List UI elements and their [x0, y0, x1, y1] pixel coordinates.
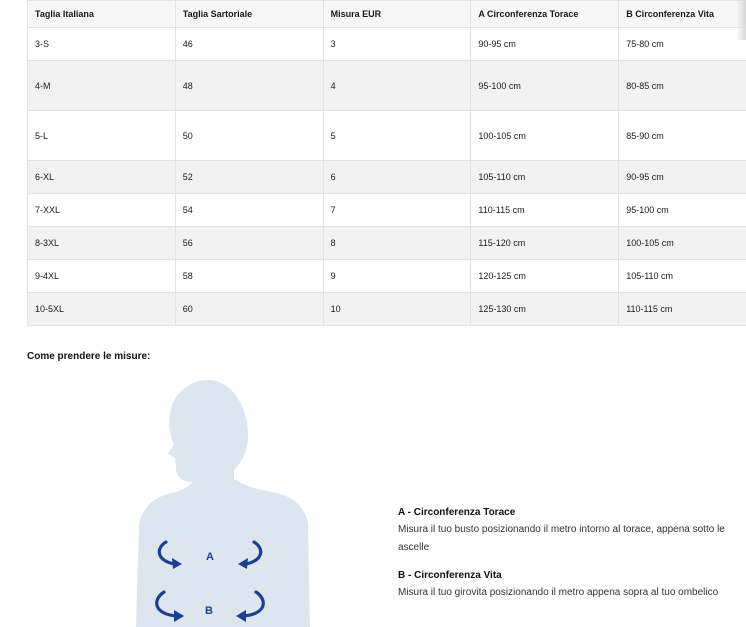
header-taglia-italiana: Taglia Italiana — [28, 1, 176, 28]
header-circonferenza-vita: B Circonferenza Vita — [619, 1, 746, 28]
cell-circonferenza-torace: 95-100 cm — [471, 61, 619, 111]
cell-taglia-italiana: 8-3XL — [28, 227, 176, 260]
header-taglia-sartoriale: Taglia Sartoriale — [175, 1, 323, 28]
cell-taglia-italiana: 5-L — [28, 111, 176, 161]
cell-taglia-sartoriale: 60 — [175, 293, 323, 326]
table-header-row — [28, 1, 746, 28]
cell-taglia-sartoriale: 54 — [175, 194, 323, 227]
cell-misura-eur: 7 — [323, 194, 471, 227]
measure-a-title: A - Circonferenza Torace — [398, 507, 516, 518]
cell-circonferenza-vita: 110-115 cm — [619, 293, 746, 326]
cell-misura-eur: 3 — [323, 28, 471, 61]
table-row — [28, 28, 746, 61]
table-row — [28, 293, 746, 326]
table-row — [28, 61, 746, 111]
cell-circonferenza-torace: 115-120 cm — [471, 227, 619, 260]
cell-circonferenza-torace: 105-110 cm — [471, 161, 619, 194]
body-measurement-figure — [130, 374, 320, 627]
cell-taglia-italiana: 6-XL — [28, 161, 176, 194]
cell-taglia-sartoriale: 52 — [175, 161, 323, 194]
cell-taglia-sartoriale: 56 — [175, 227, 323, 260]
figure-label-b: B — [205, 605, 213, 617]
cell-taglia-sartoriale: 50 — [175, 111, 323, 161]
cell-circonferenza-torace: 125-130 cm — [471, 293, 619, 326]
cell-circonferenza-vita: 90-95 cm — [619, 161, 746, 194]
cell-misura-eur: 6 — [323, 161, 471, 194]
scroll-fade-edge — [736, 0, 746, 40]
header-misura-eur: Misura EUR — [323, 1, 471, 28]
cell-misura-eur: 10 — [323, 293, 471, 326]
how-to-measure-title: Come prendere le misure: — [27, 351, 151, 362]
measure-b-description: Misura il tuo girovita posizionando il metro appena sopra al tuo ombelico — [398, 587, 719, 598]
cell-misura-eur: 4 — [323, 61, 471, 111]
cell-taglia-italiana: 4-M — [28, 61, 176, 111]
table-row — [28, 111, 746, 161]
table-row — [28, 227, 746, 260]
cell-misura-eur: 9 — [323, 260, 471, 293]
cell-circonferenza-vita: 75-80 cm — [619, 28, 746, 61]
cell-taglia-italiana: 7-XXL — [28, 194, 176, 227]
cell-circonferenza-torace: 110-115 cm — [471, 194, 619, 227]
cell-misura-eur: 8 — [323, 227, 471, 260]
cell-taglia-sartoriale: 46 — [175, 28, 323, 61]
cell-taglia-italiana: 10-5XL — [28, 293, 176, 326]
table-row — [28, 260, 746, 293]
measure-b-title: B - Circonferenza Vita — [398, 570, 502, 581]
cell-circonferenza-torace: 120-125 cm — [471, 260, 619, 293]
cell-circonferenza-torace: 90-95 cm — [471, 28, 619, 61]
measure-a-description: Misura il tuo busto posizionando il metro intorno al torace, appena sotto le ascelle — [398, 524, 725, 553]
cell-misura-eur: 5 — [323, 111, 471, 161]
cell-circonferenza-vita: 95-100 cm — [619, 194, 746, 227]
size-chart-table — [27, 0, 746, 326]
cell-circonferenza-vita: 80-85 cm — [619, 61, 746, 111]
body-silhouette-head — [168, 380, 248, 492]
cell-circonferenza-vita: 105-110 cm — [619, 260, 746, 293]
cell-taglia-italiana: 3-S — [28, 28, 176, 61]
cell-circonferenza-vita: 85-90 cm — [619, 111, 746, 161]
table-row — [28, 194, 746, 227]
table-row — [28, 161, 746, 194]
cell-taglia-sartoriale: 58 — [175, 260, 323, 293]
cell-taglia-sartoriale: 48 — [175, 61, 323, 111]
body-silhouette-torso — [136, 480, 310, 627]
cell-circonferenza-torace: 100-105 cm — [471, 111, 619, 161]
header-circonferenza-torace: A Circonferenza Torace — [471, 1, 619, 28]
cell-circonferenza-vita: 100-105 cm — [619, 227, 746, 260]
cell-taglia-italiana: 9-4XL — [28, 260, 176, 293]
figure-label-a: A — [206, 551, 214, 563]
